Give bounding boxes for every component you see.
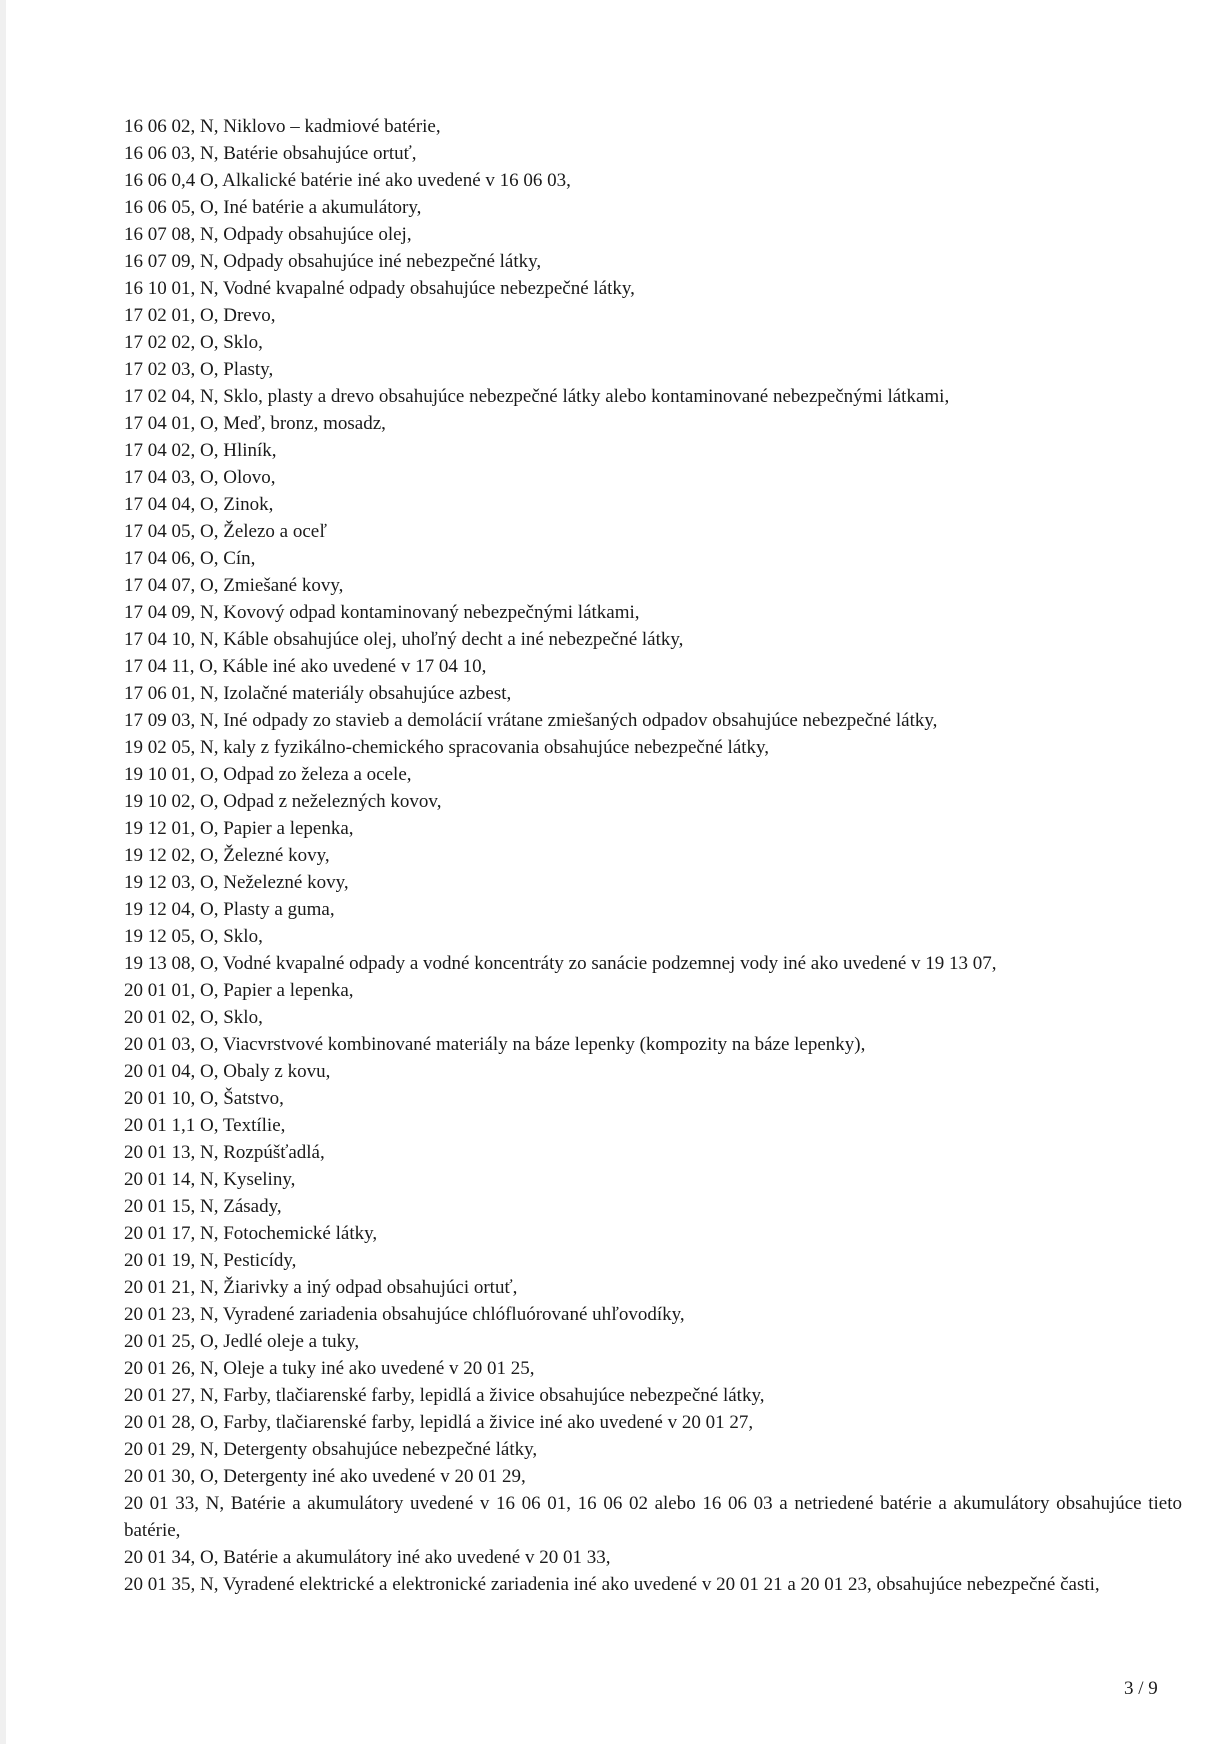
waste-code-entry: 19 02 05, N, kaly z fyzikálno-chemického spracovania obsahujúce nebezpečné látky, [124, 737, 770, 758]
waste-code-entry: 20 01 35, N, Vyradené elektrické a elektronické zariadenia iné ako uvedené v 20 01 21 a 20 01 23, obsahujúce nebezpečné časti, [124, 1574, 1100, 1595]
waste-code-entry: 20 01 33, N, Batérie a akumulátory uvedené v 16 06 01, 16 06 02 alebo 16 06 03 a netriedené batérie a akumulátory obsahujúce tieto batérie, [124, 1493, 1182, 1541]
waste-code-entry: 17 04 03, O, Olovo, [124, 467, 276, 488]
waste-code-entry: 17 04 11, O, Káble iné ako uvedené v 17 04 10, [124, 656, 487, 677]
waste-code-entry: 17 02 02, O, Sklo, [124, 332, 263, 353]
waste-code-entry: 20 01 1,1 O, Textílie, [124, 1115, 286, 1136]
page-number: 3 / 9 [1124, 1678, 1158, 1699]
waste-code-entry: 17 02 04, N, Sklo, plasty a drevo obsahujúce nebezpečné látky alebo kontaminované nebezpečnými látkami, [124, 386, 950, 407]
waste-code-entry: 16 06 0,4 O, Alkalické batérie iné ako uvedené v 16 06 03, [124, 170, 571, 191]
waste-code-entry: 19 12 05, O, Sklo, [124, 926, 263, 947]
waste-code-entry: 20 01 30, O, Detergenty iné ako uvedené v 20 01 29, [124, 1466, 526, 1487]
waste-code-entry: 20 01 17, N, Fotochemické látky, [124, 1223, 378, 1244]
waste-code-entry: 19 12 02, O, Železné kovy, [124, 845, 330, 866]
waste-code-list [124, 113, 1182, 1598]
waste-code-entry: 20 01 14, N, Kyseliny, [124, 1169, 296, 1190]
waste-code-entry: 17 09 03, N, Iné odpady zo stavieb a demolácií vrátane zmiešaných odpadov obsahujúce nebezpečné látky, [124, 710, 938, 731]
waste-code-entry: 20 01 25, O, Jedlé oleje a tuky, [124, 1331, 360, 1352]
waste-code-entry: 16 07 08, N, Odpady obsahujúce olej, [124, 224, 412, 245]
waste-code-entry: 17 02 01, O, Drevo, [124, 305, 276, 326]
waste-code-entry: 20 01 21, N, Žiarivky a iný odpad obsahujúci ortuť, [124, 1277, 518, 1298]
waste-code-entry: 17 04 04, O, Zinok, [124, 494, 274, 515]
waste-code-entry: 19 13 08, O, Vodné kvapalné odpady a vodné koncentráty zo sanácie podzemnej vody iné ako uvedené v 19 13 07, [124, 953, 997, 974]
waste-code-entry: 20 01 04, O, Obaly z kovu, [124, 1061, 331, 1082]
waste-code-entry: 17 04 06, O, Cín, [124, 548, 256, 569]
waste-code-entry: 17 06 01, N, Izolačné materiály obsahujúce azbest, [124, 683, 512, 704]
waste-code-entry: 17 04 01, O, Meď, bronz, mosadz, [124, 413, 386, 434]
waste-code-entry: 16 06 05, O, Iné batérie a akumulátory, [124, 197, 422, 218]
waste-code-entry: 19 10 01, O, Odpad zo železa a ocele, [124, 764, 412, 785]
waste-code-entry: 19 12 04, O, Plasty a guma, [124, 899, 335, 920]
waste-code-entry: 20 01 13, N, Rozpúšťadlá, [124, 1142, 325, 1163]
waste-code-entry: 16 10 01, N, Vodné kvapalné odpady obsahujúce nebezpečné látky, [124, 278, 635, 299]
waste-code-entry: 17 04 10, N, Káble obsahujúce olej, uhoľný decht a iné nebezpečné látky, [124, 629, 684, 650]
waste-code-entry: 20 01 26, N, Oleje a tuky iné ako uvedené v 20 01 25, [124, 1358, 535, 1379]
waste-code-entry: 20 01 01, O, Papier a lepenka, [124, 980, 354, 1001]
waste-code-entry: 19 12 03, O, Neželezné kovy, [124, 872, 349, 893]
waste-code-entry: 17 04 07, O, Zmiešané kovy, [124, 575, 344, 596]
waste-code-entry: 20 01 29, N, Detergenty obsahujúce nebezpečné látky, [124, 1439, 538, 1460]
waste-code-entry: 20 01 02, O, Sklo, [124, 1007, 263, 1028]
waste-code-entry: 20 01 28, O, Farby, tlačiarenské farby, lepidlá a živice iné ako uvedené v 20 01 27, [124, 1412, 754, 1433]
waste-code-entry: 20 01 34, O, Batérie a akumulátory iné ako uvedené v 20 01 33, [124, 1547, 611, 1568]
waste-code-entry: 17 04 02, O, Hliník, [124, 440, 277, 461]
waste-code-entry: 16 06 02, N, Niklovo – kadmiové batérie, [124, 116, 441, 137]
waste-code-entry: 17 02 03, O, Plasty, [124, 359, 274, 380]
waste-code-entry: 20 01 19, N, Pesticídy, [124, 1250, 297, 1271]
waste-code-entry: 17 04 05, O, Železo a oceľ [124, 521, 327, 542]
waste-code-entry: 19 12 01, O, Papier a lepenka, [124, 818, 354, 839]
waste-code-entry: 16 06 03, N, Batérie obsahujúce ortuť, [124, 143, 417, 164]
waste-code-entry: 17 04 09, N, Kovový odpad kontaminovaný nebezpečnými látkami, [124, 602, 640, 623]
waste-code-entry: 20 01 03, O, Viacvrstvové kombinované materiály na báze lepenky (kompozity na báze lepenky), [124, 1034, 866, 1055]
waste-code-entry: 20 01 23, N, Vyradené zariadenia obsahujúce chlófluórované uhľovodíky, [124, 1304, 685, 1325]
waste-code-entry: 20 01 27, N, Farby, tlačiarenské farby, lepidlá a živice obsahujúce nebezpečné látky, [124, 1385, 765, 1406]
waste-code-entry: 20 01 10, O, Šatstvo, [124, 1088, 284, 1109]
waste-code-entry: 19 10 02, O, Odpad z neželezných kovov, [124, 791, 442, 812]
waste-code-entry: 16 07 09, N, Odpady obsahujúce iné nebezpečné látky, [124, 251, 542, 272]
waste-code-entry: 20 01 15, N, Zásady, [124, 1196, 282, 1217]
